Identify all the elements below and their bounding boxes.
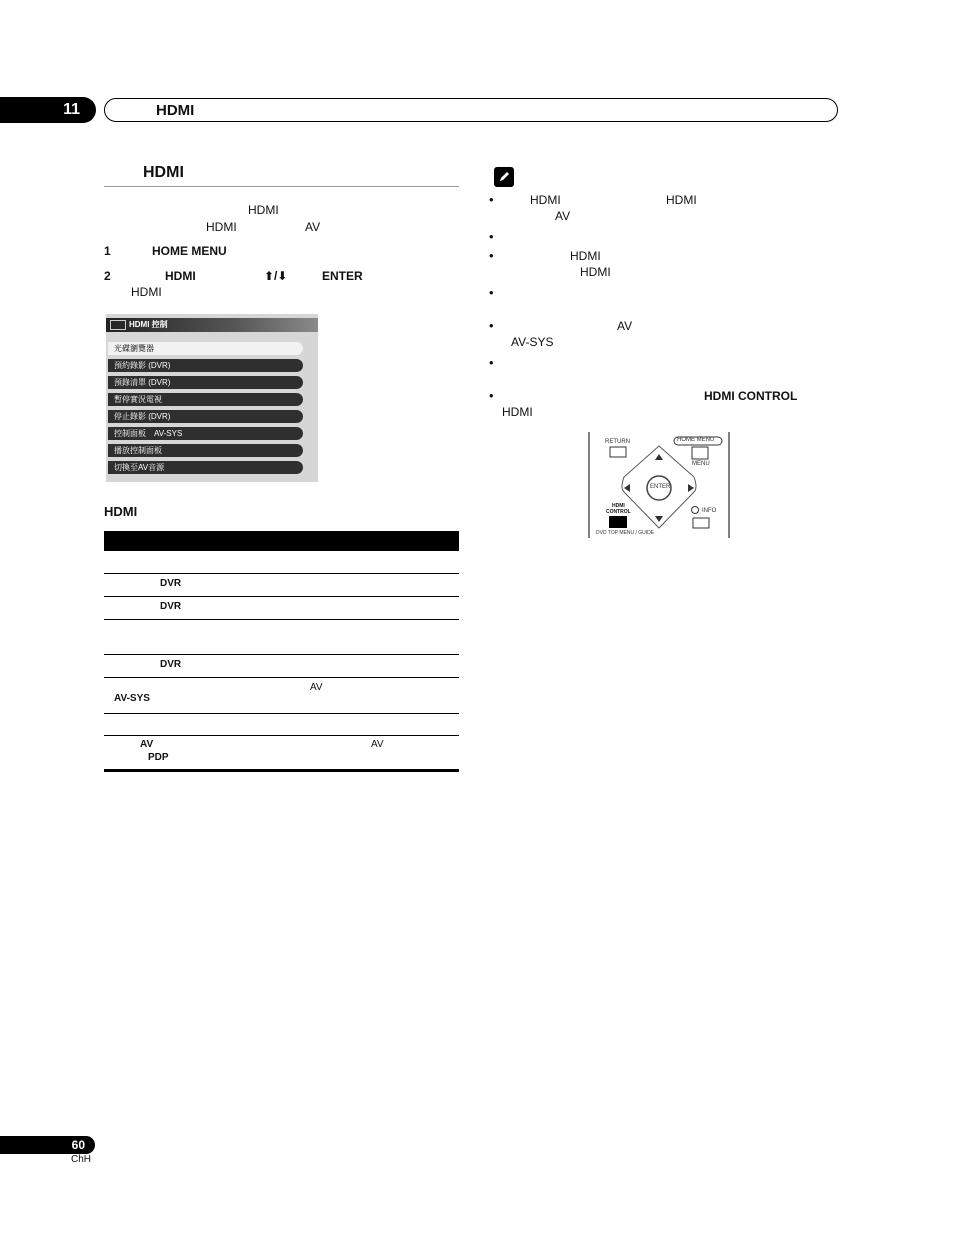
hdmi-control-label-1: HDMI (612, 503, 625, 509)
intro-text-3: AV (305, 220, 321, 234)
tv-menu-item[interactable]: 播放控制面板 (108, 444, 303, 457)
table-cell: DVR (160, 659, 182, 670)
table-row-divider (104, 619, 459, 620)
tv-menu-item[interactable]: 控制面板 AV-SYS (108, 427, 303, 440)
note-text: HDMI (570, 249, 601, 263)
bullet-icon: • (489, 285, 494, 300)
note-text: AV (617, 319, 633, 333)
table-row-divider (104, 677, 459, 678)
table-title: HDMI (104, 504, 138, 519)
tv-menu-item[interactable]: 暫停實況電視 (108, 393, 303, 406)
table-row-divider (104, 713, 459, 714)
bullet-icon: • (489, 192, 494, 207)
step-2-key-hdmi: HDMI (165, 269, 196, 283)
table-cell: AV (371, 739, 384, 750)
chapter-title: HDMI (156, 102, 195, 119)
page-number: 60 (71, 1138, 85, 1152)
note-text: HDMI (580, 265, 611, 279)
tv-menu-item[interactable]: 預約錄影 (DVR) (108, 359, 303, 372)
chapter-title-bar (104, 98, 838, 122)
table-row-divider (104, 735, 459, 736)
chapter-number-tab (0, 97, 96, 123)
table-row-divider (104, 573, 459, 574)
table-cell: AV (140, 739, 154, 750)
dvd-top-menu-label: DVD TOP MENU / GUIDE (596, 530, 655, 536)
arrow-up-down-icon: ⬆/⬇ (264, 269, 288, 283)
table-row-divider (104, 596, 459, 597)
tv-menu-title: HDMI 控制 (129, 320, 168, 329)
note-text: AV (555, 209, 571, 223)
home-menu-label: HOME MENU (677, 437, 715, 443)
page-language: ChH (71, 1154, 92, 1165)
note-text: HDMI CONTROL (704, 389, 798, 403)
info-label: INFO (702, 508, 717, 514)
table-cell: AV (310, 682, 323, 693)
note-pencil-icon (494, 167, 514, 187)
table-row-divider (104, 654, 459, 655)
return-label: RETURN (605, 439, 630, 445)
table-header (104, 531, 459, 551)
remote-control-illustration (588, 432, 731, 538)
bullet-icon: • (489, 229, 494, 244)
step-1-number: 1 (104, 244, 111, 258)
bullet-icon: • (489, 388, 494, 403)
intro-text-1: HDMI (248, 203, 279, 217)
bullet-icon: • (489, 318, 494, 333)
bullet-icon: • (489, 248, 494, 263)
step-2-key-enter: ENTER (322, 269, 363, 283)
table-cell: AV-SYS (114, 693, 150, 704)
tv-menu-screen (106, 314, 318, 482)
table-cell: DVR (160, 578, 182, 589)
section-divider (104, 186, 459, 187)
tv-menu-item[interactable]: 切換至AV音源 (108, 461, 303, 474)
enter-label: ENTER (650, 484, 671, 490)
step-1-key: HOME MENU (152, 244, 227, 258)
note-text: HDMI (502, 405, 533, 419)
section-title: HDMI (143, 164, 184, 181)
hdmi-control-label-2: CONTROL (606, 509, 631, 515)
note-text: HDMI (530, 193, 561, 207)
tv-icon (110, 320, 126, 330)
tv-menu-item[interactable]: 光碟瀏覽器 (108, 342, 303, 355)
bullet-icon: • (489, 355, 494, 370)
step-2-cont: HDMI (131, 285, 162, 299)
tv-menu-item[interactable]: 停止錄影 (DVR) (108, 410, 303, 423)
table-bottom-rule (104, 769, 459, 772)
tv-menu-item[interactable]: 預錄清單 (DVR) (108, 376, 303, 389)
table-cell: PDP (148, 752, 169, 763)
table-cell: DVR (160, 601, 182, 612)
tv-menu-header (106, 318, 318, 332)
page-number-tab (0, 1136, 95, 1154)
menu-label: MENU (692, 461, 710, 467)
chapter-number: 11 (63, 101, 80, 118)
step-2-number: 2 (104, 269, 111, 283)
intro-text-2: HDMI (206, 220, 237, 234)
note-text: HDMI (666, 193, 697, 207)
note-text: AV-SYS (511, 335, 554, 349)
